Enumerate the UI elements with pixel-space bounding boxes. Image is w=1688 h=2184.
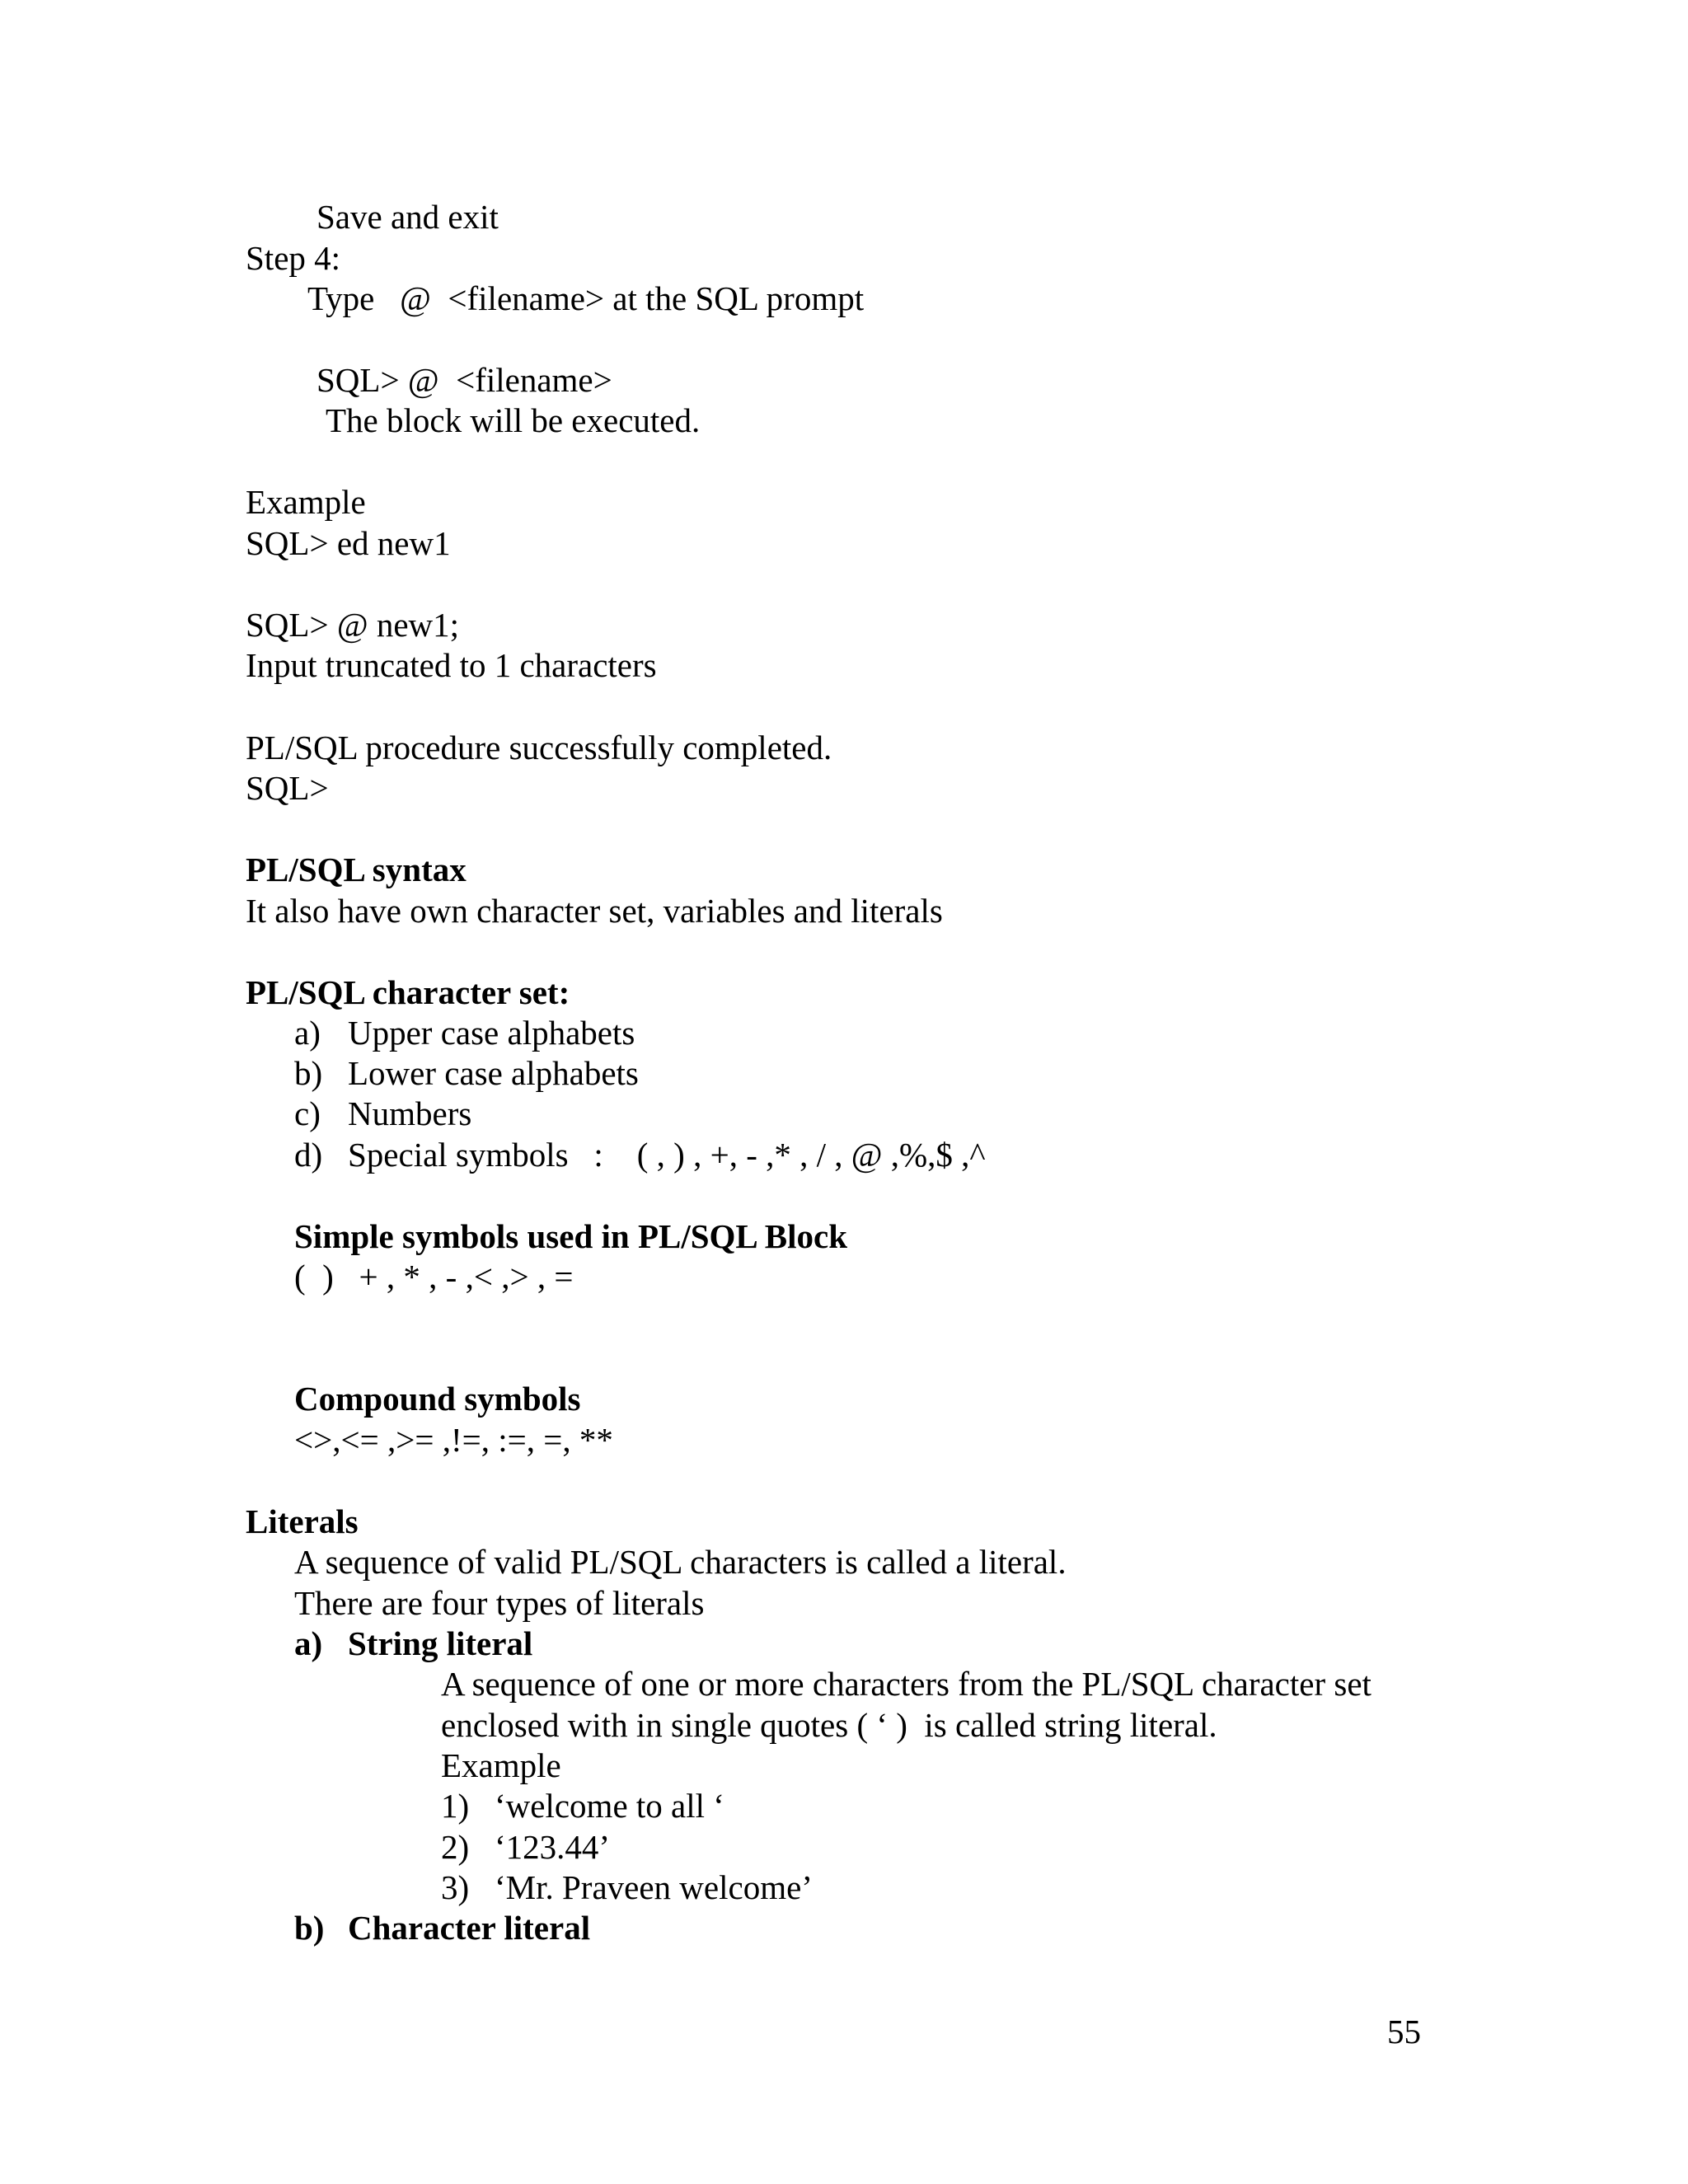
- syntax-text: It also have own character set, variables and literals: [246, 892, 943, 930]
- character-literal-title: Character literal: [348, 1909, 591, 1947]
- list-item-text: Numbers: [348, 1094, 472, 1132]
- list-item: [294, 1052, 639, 1094]
- compound-symbols-heading: Compound symbols: [294, 1380, 581, 1418]
- simple-symbols-heading: Simple symbols used in PL/SQL Block: [294, 1217, 847, 1255]
- example-line-2: SQL> @ new1;: [246, 606, 460, 644]
- page-number: 55: [1387, 2013, 1421, 2050]
- literals-line-1: A sequence of valid PL/SQL characters is called a literal.: [294, 1543, 1067, 1581]
- list-item-label: 1): [441, 1787, 470, 1825]
- list-item-text: ‘Mr. Praveen welcome’: [495, 1868, 813, 1906]
- example-heading: Example: [246, 483, 366, 521]
- string-literal-heading: [294, 1623, 532, 1664]
- example-line-4: PL/SQL procedure successfully completed.: [246, 729, 832, 766]
- character-literal-label: b): [294, 1909, 325, 1947]
- example-line-3: Input truncated to 1 characters: [246, 646, 657, 684]
- list-item: [294, 1093, 471, 1134]
- simple-symbols-text: ( ) + , * , - ,< ,> , =: [294, 1258, 574, 1296]
- list-item-label: 3): [441, 1868, 470, 1906]
- list-item-label: d): [294, 1136, 323, 1174]
- list-item-text: Special symbols : ( , ) , +, - ,* , / , @ ,%,$ ,^: [348, 1136, 986, 1174]
- list-item: [294, 1012, 635, 1053]
- list-item: [441, 1867, 813, 1908]
- string-literal-desc-2: enclosed with in single quotes ( ‘ ) is called string literal.: [441, 1706, 1217, 1744]
- charset-heading: PL/SQL character set:: [246, 973, 570, 1011]
- list-item-label: c): [294, 1094, 321, 1132]
- list-item: [441, 1826, 610, 1868]
- example-line-5: SQL>: [246, 769, 329, 807]
- character-literal-heading: [294, 1907, 590, 1948]
- literals-heading: Literals: [246, 1502, 359, 1540]
- list-item: [294, 1134, 986, 1175]
- list-item-label: 2): [441, 1828, 470, 1866]
- string-literal-title: String literal: [348, 1624, 533, 1662]
- list-item-text: ‘123.44’: [495, 1828, 611, 1866]
- type-instruction-line: Type @ <filename> at the SQL prompt: [307, 279, 865, 317]
- list-item-label: b): [294, 1054, 323, 1092]
- step-4-label: Step 4:: [246, 239, 341, 277]
- sql-command-line: SQL> @ <filename>: [316, 361, 612, 399]
- list-item: [441, 1785, 724, 1826]
- string-literal-label: a): [294, 1624, 323, 1662]
- string-literal-desc-1: A sequence of one or more characters from the PL/SQL character set: [441, 1665, 1372, 1703]
- literals-line-2: There are four types of literals: [294, 1584, 705, 1622]
- example-line-1: SQL> ed new1: [246, 524, 451, 562]
- list-item-text: ‘welcome to all ‘: [495, 1787, 724, 1825]
- list-item-text: Upper case alphabets: [348, 1014, 635, 1052]
- list-item-label: a): [294, 1014, 321, 1052]
- list-item-text: Lower case alphabets: [348, 1054, 639, 1092]
- compound-symbols-text: <>,<= ,>= ,!=, :=, =, **: [294, 1421, 613, 1459]
- string-example-heading: Example: [441, 1746, 561, 1784]
- save-exit-line: Save and exit: [316, 198, 499, 236]
- executed-line: The block will be executed.: [326, 401, 701, 439]
- syntax-heading: PL/SQL syntax: [246, 851, 467, 888]
